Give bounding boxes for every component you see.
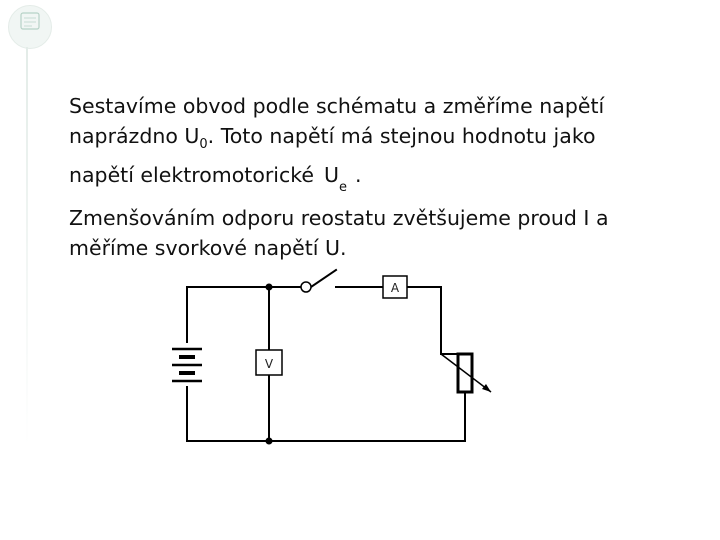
text-line-1-content: Sestavíme obvod podle schématu a změříme napětí xyxy=(69,94,605,118)
text-line-2-end: . Toto napětí má stejnou hodnotu jako xyxy=(207,124,596,148)
switch-contact xyxy=(301,282,311,292)
text-line-3-end: . xyxy=(355,163,362,187)
text-line-4-content: Zmenšováním odporu reostatu zvětšujeme proud I a xyxy=(69,206,609,230)
text-line-5-content: měříme svorkové napětí U. xyxy=(69,236,347,260)
text-line-2-start: naprázdno U xyxy=(69,124,200,148)
emf-symbol: U xyxy=(324,163,340,187)
rheostat-arrow-icon xyxy=(482,384,491,392)
battery xyxy=(172,349,202,381)
junction-bottom xyxy=(266,438,273,445)
ammeter-label: A xyxy=(390,281,400,295)
u0-subscript: 0 xyxy=(199,137,208,152)
junction-top xyxy=(266,284,273,291)
switch-lever xyxy=(311,270,336,287)
text-line-3-start: napětí elektromotorické xyxy=(69,163,315,187)
wire-top-right xyxy=(407,287,441,354)
wire-bottom xyxy=(187,392,465,441)
voltmeter-label: V xyxy=(264,357,274,371)
emf-subscript: e xyxy=(339,180,348,195)
